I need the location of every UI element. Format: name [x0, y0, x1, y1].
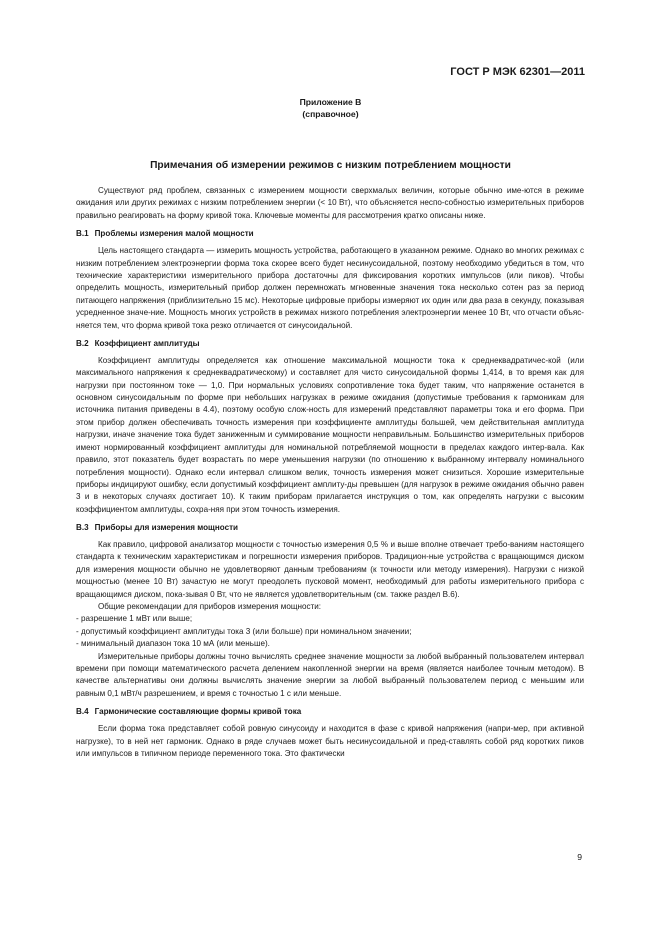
list-item: - допустимый коэффициент амплитуды тока 3 (или больше) при номинальном значении;: [76, 626, 412, 636]
section-paragraph: Коэффициент амплитуды определяется как отношение максимальной мощности тока к среднеквадратичес-кой (или максимального напряжения к среднеквадратическому) и составляет для чисто синусоидальной формы 1,414, в то время как для нагрузки при постоянном токе — 1,0. При нормальных условиях сопротивление тока будет таким, что напряжение останется в основном синусоидальным по форме при небольших нагрузках в режиме ожидания (допустимые требования к гармоникам для источника питания приведены в 4.4), поэтому особую слож-ность для измерений представляют параметры тока и его форма. При этом прибор должен обеспечивать точность измерения при коэффициенте амплитуды большей, чем действительная амплитуда нагрузки, иначе значение тока будет заниженным и суммирование мощности неправильным. Большинство измерительных приборов имеют нормированный коэффициент амплитуды для номинальной потребляемой мощности в пределах каждого интер-вала. Как правило, этот показатель будет возрастать по мере уменьшения нагрузки (по отношению к выбранному интервалу номинального потребления мощности). Однако если интервал слишком велик, точность измерения может снизиться. Хорошие измерительные приборы индицируют ошибку, если допустимый коэффициент амплиту-ды превышен (для нагрузок в режиме ожидания обычно равен 3 и в некоторых случаях достигает 10). К таким приборам прилагается инструкция о том, как определять нагрузки с высоким коэффициентом амплитуды, сохра-няя при этом точность измерения.: [76, 355, 584, 514]
standard-id: ГОСТ Р МЭК 62301—2011: [450, 66, 585, 78]
section-paragraph: Как правило, цифровой анализатор мощности с точностью измерения 0,5 % и выше вполне отвечает требо-ваниям настоящего стандарта к техническим характеристикам и погрешности измерения приборов. Традицион-ные устройства с вращающимся диском для измерения мощности обычно не удовлетворяют данным требованиям (к точности или методу измерения). Нагрузки с низкой мощностью (менее 10 Вт) зачастую не могут преодолеть пусковой момент, необходимый для работы измерительного прибора с вращающимся диском, пока-зывая 0 Вт, что не является удовлетворительным (см. также раздел В.6).: [76, 540, 584, 599]
section-heading: [76, 706, 584, 718]
section-paragraph: Если форма тока представляет собой ровную синусоиду и находится в фазе с кривой напряжения (напри-мер, при активной нагрузке), то в ней нет гармоник. Однако в ряде случаев может быть несинусоидальной и пред-ставлять собой ряд коротких пиков или импульсов в типичном периоде переменного тока. Это фактически: [76, 724, 584, 758]
section-number: В.1: [76, 228, 89, 238]
appendix-type: (справочное): [302, 109, 359, 119]
section-heading: [76, 228, 584, 240]
section-title: Гармонические составляющие формы кривой тока: [94, 706, 302, 716]
section-title: Проблемы измерения малой мощности: [94, 228, 254, 238]
page-number: 9: [577, 852, 582, 862]
section-paragraph: Цель настоящего стандарта — измерить мощность устройства, работающего в указанном режиме. Однако во многих режимах с низким потреблением электроэнергии форма тока скорее всего будет несинусоидальной, поэтому необходимо убедиться в том, что технические характеристики измерительного прибора достаточны для фиксирования коротких импульсов (или пиков). Чтобы определить мощность, измерительный прибор должен перемножать мгновенные значения тока несколько сотен раз за период питающего напряжения (приблизительно 15 мс). Некоторые цифровые приборы измеряют их один или два раза в секунду, показывая усредненное значе-ние. Мощность многих устройств в режимах низкого потребления электроэнергии менее 10 Вт, что отчасти объяс-няется тем, что форма кривой тока резко отличается от синусоидальной.: [76, 246, 584, 330]
section-paragraph: Измерительные приборы должны точно вычислять среднее значение мощности за любой выбранный пользователем интервал времени при помощи математического расчета делением накопленной энергии на время (является наиболее точным методом). В качестве альтернативы они должны вычислять значение энергии за любой выбранный пользователем период с меньшим или равным 0,1 мВт/ч разрешением, и время с точностью 1 с или меньше.: [76, 651, 584, 698]
section-paragraph: Общие рекомендации для приборов измерения мощности:: [98, 602, 321, 612]
section-title: Коэффициент амплитуды: [94, 338, 200, 348]
section-number: В.2: [76, 338, 89, 348]
section-number: В.4: [76, 706, 89, 716]
section-heading: [76, 522, 584, 534]
section-title: Приборы для измерения мощности: [94, 522, 239, 532]
appendix-label: Приложение В: [299, 97, 362, 107]
list-item: - минимальный диапазон тока 10 мА (или меньше).: [76, 639, 270, 649]
document-body: [76, 185, 584, 760]
intro-paragraph: Существуют ряд проблем, связанных с измерением мощности сверхмалых величин, которые обычно име-ются в режиме ожидания или других режимах с низким потреблением энергии (< 10 Вт), что объясняется неспо-собностью измерительных приборов правильно реагировать на форму кривой тока. Ключевые моменты для рассмотрения кратко описаны ниже.: [76, 186, 584, 220]
appendix-heading: [0, 96, 661, 120]
section-number: В.3: [76, 522, 89, 532]
section-heading: [76, 338, 584, 350]
list-item: - разрешение 1 мВт или выше;: [76, 614, 193, 624]
annex-title: Примечания об измерении режимов с низким потреблением мощности: [150, 160, 511, 171]
